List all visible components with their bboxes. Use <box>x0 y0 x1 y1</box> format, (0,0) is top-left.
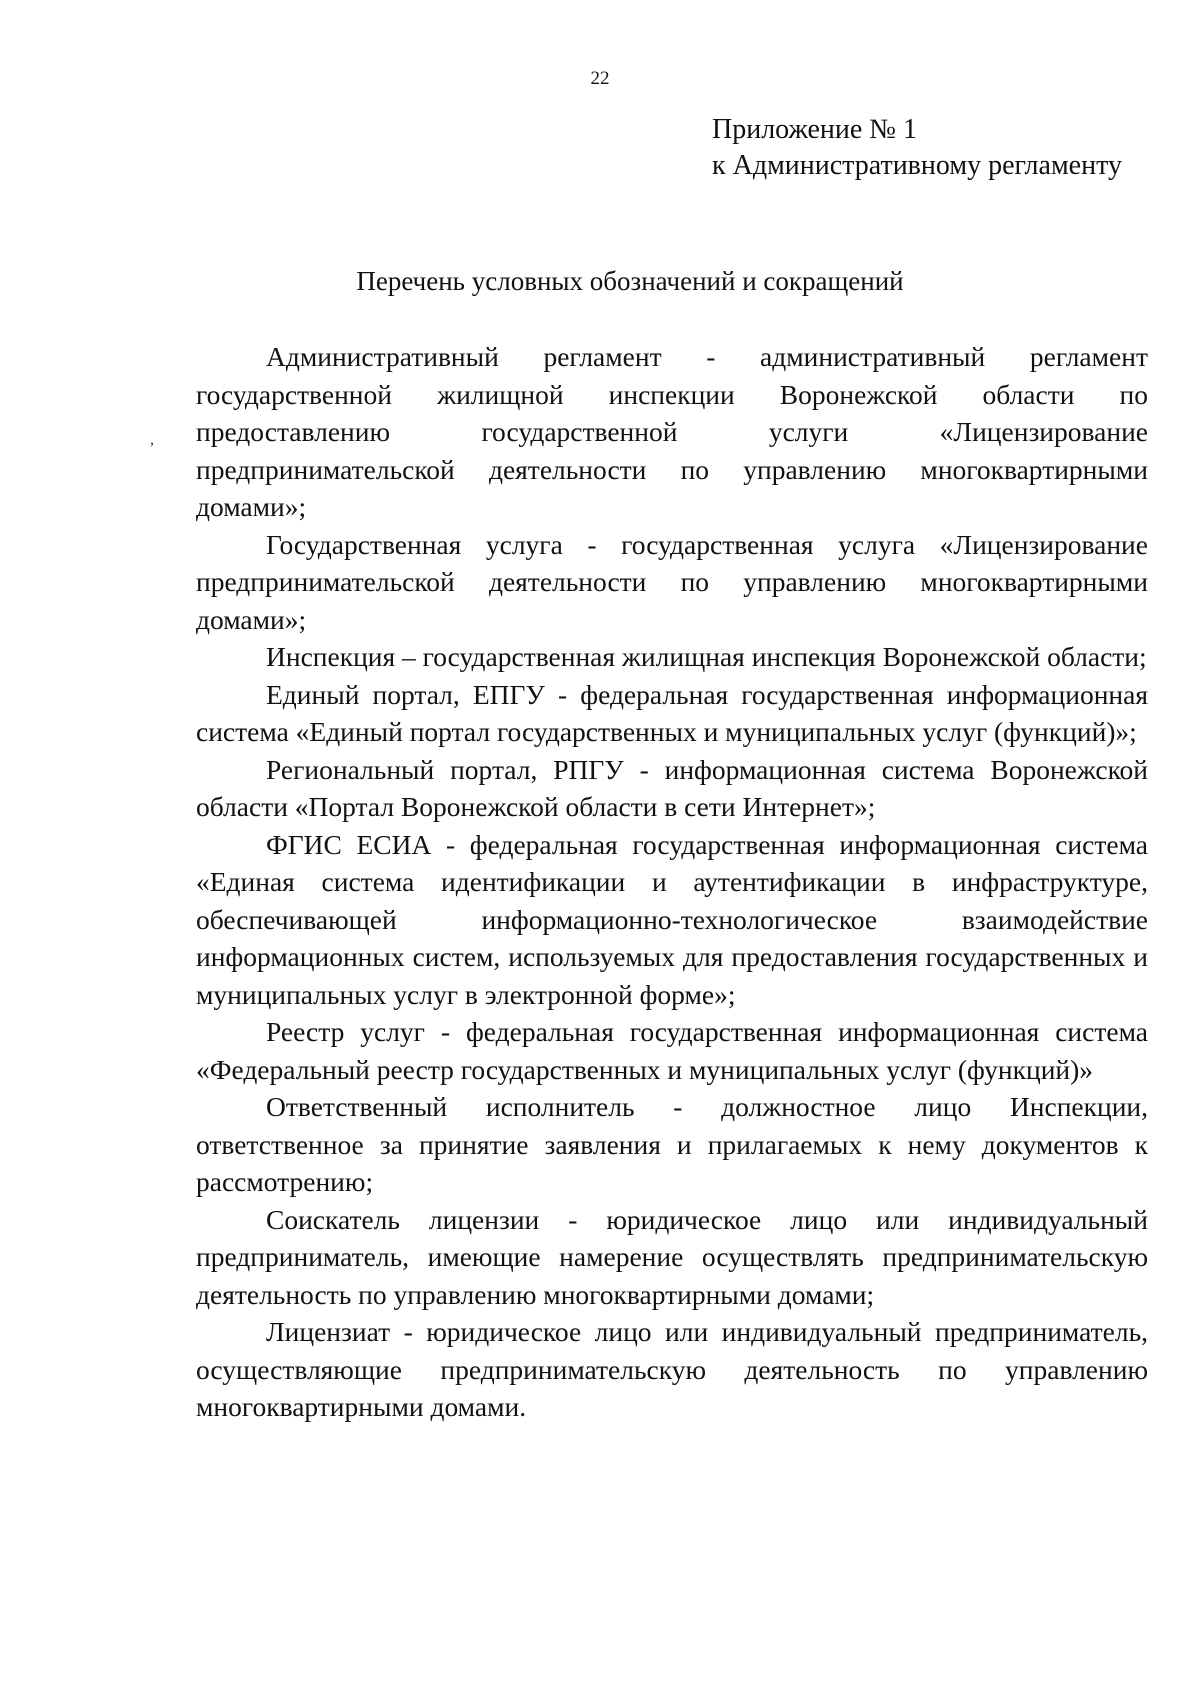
term-entry <box>196 1201 1148 1314</box>
term-name: Соискатель лицензии <box>266 1203 540 1235</box>
term-entry <box>196 676 1148 751</box>
term-separator: - <box>562 528 622 560</box>
term-name: Региональный портал, РПГУ <box>266 753 624 785</box>
term-definition: административный регламент государственной жилищной инспекции Воронежской области по предоставлению государственной услуги «Лицензирование предпринимательской деятельности по управлению многоквартирными домами»; <box>196 341 1148 522</box>
term-definition: должностное лицо Инспекции, ответственное за принятие заявления и прилагаемых к нему документов к рассмотрению; <box>196 1091 1149 1197</box>
term-definition: федеральная государственная информационная система «Федеральный реестр государственных и муниципальных услуг (функций)» <box>196 1016 1148 1085</box>
term-separator: - <box>623 753 665 785</box>
term-separator: - <box>390 1316 427 1347</box>
term-definition: юридическое лицо или индивидуальный предприниматель, имеющие намерение осуществлять предпринимательскую деятельность по управлению многоквартирными домами; <box>196 1203 1148 1310</box>
term-name: Государственная услуга <box>266 528 563 560</box>
term-name: ФГИС ЕСИА <box>266 828 432 860</box>
term-entry <box>196 526 1148 639</box>
term-separator: - <box>544 678 581 710</box>
terms-list <box>196 338 1148 1426</box>
term-entry <box>196 751 1148 826</box>
term-entry <box>196 638 1148 676</box>
term-definition: юридическое лицо или индивидуальный предприниматель, осуществляющие предпринимательскую деятельность по управлению многоквартирными домами. <box>196 1316 1148 1422</box>
page-number: 22 <box>590 68 610 89</box>
term-separator: - <box>431 828 470 860</box>
term-name: Лицензиат <box>266 1316 391 1347</box>
term-separator: - <box>634 1091 722 1122</box>
appendix-reference: к Административному регламенту <box>712 150 1122 181</box>
term-definition: информационная система Воронежской области «Портал Воронежской области в сети Интернет»; <box>196 753 1149 822</box>
document-title: Перечень условных обозначений и сокращений <box>356 266 904 296</box>
term-definition: федеральная государственная информационная система «Единая система идентификации и аутентификации в инфраструктуре, обеспечивающей информационно-технологическое взаимодействие информационных систем, используемых для предоставления государственных и муниципальных услуг в электронной форме»; <box>196 828 1148 1010</box>
margin-mark: , <box>150 431 154 448</box>
term-entry <box>196 826 1148 1014</box>
term-name: Административный регламент <box>266 341 662 372</box>
term-name: Единый портал, ЕПГУ <box>266 678 545 710</box>
term-name: Инспекция <box>266 641 396 672</box>
term-separator: - <box>539 1203 607 1235</box>
appendix-number: Приложение № 1 <box>712 114 917 145</box>
term-name: Реестр услуг <box>266 1016 425 1047</box>
term-definition: федеральная государственная информационная система «Единый портал государственных и муниципальных услуг (функций)»; <box>196 678 1148 747</box>
term-entry <box>196 338 1148 526</box>
term-entry <box>196 1088 1148 1201</box>
term-entry <box>196 1013 1148 1088</box>
term-definition: государственная услуга «Лицензирование предпринимательской деятельности по управлению многоквартирными домами»; <box>196 528 1148 635</box>
term-separator: - <box>661 341 761 372</box>
term-name: Ответственный исполнитель <box>266 1091 635 1122</box>
appendix-header <box>712 112 1122 184</box>
term-entry <box>196 1313 1148 1426</box>
term-separator: – <box>395 641 423 672</box>
term-separator: - <box>424 1016 466 1047</box>
term-definition: государственная жилищная инспекция Воронежской области; <box>422 641 1147 672</box>
